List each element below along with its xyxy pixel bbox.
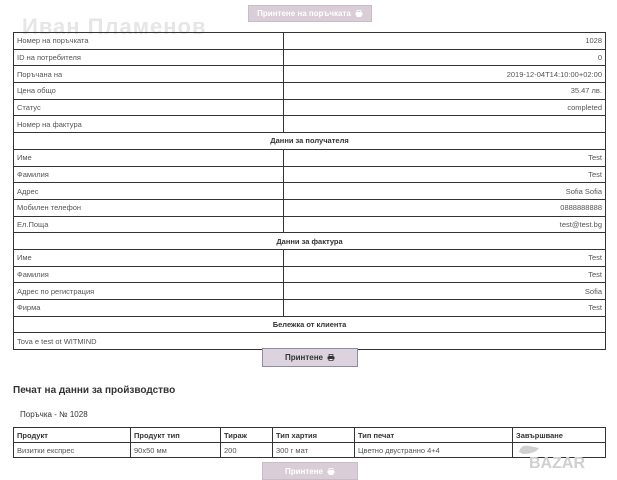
production-heading: Печат на данни за пройзводство xyxy=(13,385,176,396)
printer-icon xyxy=(327,468,335,475)
table-row xyxy=(14,166,606,183)
ordered-at-label: Поръчана на xyxy=(14,66,284,83)
recipient-address-value: Sofia Sofia xyxy=(284,183,606,200)
user-id-label: ID на потребителя xyxy=(14,49,284,66)
bazar-logo-text: BAZAR xyxy=(529,455,585,472)
status-value: completed xyxy=(284,99,606,116)
recipient-address-label: Адрес xyxy=(14,183,284,200)
table-row xyxy=(14,49,606,66)
table-row xyxy=(14,443,606,458)
column-header: Тип печат xyxy=(355,428,513,443)
recipient-first-name-label: Име xyxy=(14,149,284,166)
product-cell: Визитки експрес xyxy=(14,443,131,458)
recipient-last-name-value: Test xyxy=(284,166,606,183)
invoice-company-label: Фирма xyxy=(14,300,284,317)
print-order-button[interactable] xyxy=(248,5,372,22)
invoice-address-value: Sofia xyxy=(284,283,606,300)
column-header: Продукт xyxy=(14,428,131,443)
invoice-last-name-label: Фамилия xyxy=(14,266,284,283)
table-row xyxy=(14,199,606,216)
production-order-label: Поръчка - № 1028 xyxy=(20,410,88,419)
order-number-value: 1028 xyxy=(284,33,606,50)
print-order-button-label: Принтене на поръчката xyxy=(257,9,351,18)
total-price-value: 35.47 лв. xyxy=(284,83,606,100)
invoice-first-name-label: Име xyxy=(14,249,284,266)
customer-note-text: Tova e test ot WITMIND xyxy=(14,333,606,350)
status-label: Статус xyxy=(14,99,284,116)
table-header-row xyxy=(14,428,606,443)
table-row xyxy=(14,266,606,283)
section-header-row xyxy=(14,133,606,150)
table-row xyxy=(14,216,606,233)
invoice-number-label: Номер на фактура xyxy=(14,116,284,133)
table-row xyxy=(14,99,606,116)
recipient-last-name-label: Фамилия xyxy=(14,166,284,183)
paper-type-cell: 300 г мат xyxy=(273,443,355,458)
invoice-section-title: Данни за фактура xyxy=(14,233,606,250)
ordered-at-value: 2019-12-04T14:10:00+02:00 xyxy=(284,66,606,83)
recipient-phone-label: Мобилен телефон xyxy=(14,199,284,216)
quantity-cell: 200 xyxy=(221,443,273,458)
section-header-row xyxy=(14,316,606,333)
table-row xyxy=(14,66,606,83)
recipient-email-label: Ел.Поща xyxy=(14,216,284,233)
total-price-label: Цена общо xyxy=(14,83,284,100)
finishing-cell xyxy=(513,443,606,458)
order-number-label: Номер на поръчката xyxy=(14,33,284,50)
recipient-section-title: Данни за получателя xyxy=(14,133,606,150)
user-id-value: 0 xyxy=(284,49,606,66)
seller-watermark: Иван Пламенов xyxy=(22,14,207,39)
note-section-title: Бележка от клиента xyxy=(14,316,606,333)
order-details-table xyxy=(13,32,606,350)
printer-icon xyxy=(327,354,335,361)
recipient-email-value: test@test.bg xyxy=(284,216,606,233)
invoice-company-value: Test xyxy=(284,300,606,317)
printer-icon xyxy=(355,10,363,17)
print-button-label: Принтене xyxy=(284,353,324,362)
table-row xyxy=(14,116,606,133)
print-button-bottom[interactable] xyxy=(262,462,358,480)
recipient-first-name-value: Test xyxy=(284,149,606,166)
product-type-cell: 90x50 мм xyxy=(131,443,221,458)
print-type-cell: Цветно двустранно 4+4 xyxy=(355,443,513,458)
print-button[interactable] xyxy=(262,348,358,367)
production-table xyxy=(13,427,606,458)
table-row xyxy=(14,83,606,100)
table-row xyxy=(14,300,606,317)
table-row xyxy=(14,33,606,50)
column-header: Тип хартия xyxy=(273,428,355,443)
invoice-first-name-value: Test xyxy=(284,249,606,266)
print-button-bottom-label: Принтене xyxy=(284,466,324,476)
column-header: Тираж xyxy=(221,428,273,443)
section-header-row xyxy=(14,233,606,250)
invoice-last-name-value: Test xyxy=(284,266,606,283)
invoice-address-label: Адрес по регистрация xyxy=(14,283,284,300)
table-row xyxy=(14,249,606,266)
invoice-number-value xyxy=(284,116,606,133)
column-header: Продукт тип xyxy=(131,428,221,443)
column-header: Завършване xyxy=(513,428,606,443)
table-row xyxy=(14,183,606,200)
table-row xyxy=(14,149,606,166)
recipient-phone-value: 0888888888 xyxy=(284,199,606,216)
table-row xyxy=(14,283,606,300)
